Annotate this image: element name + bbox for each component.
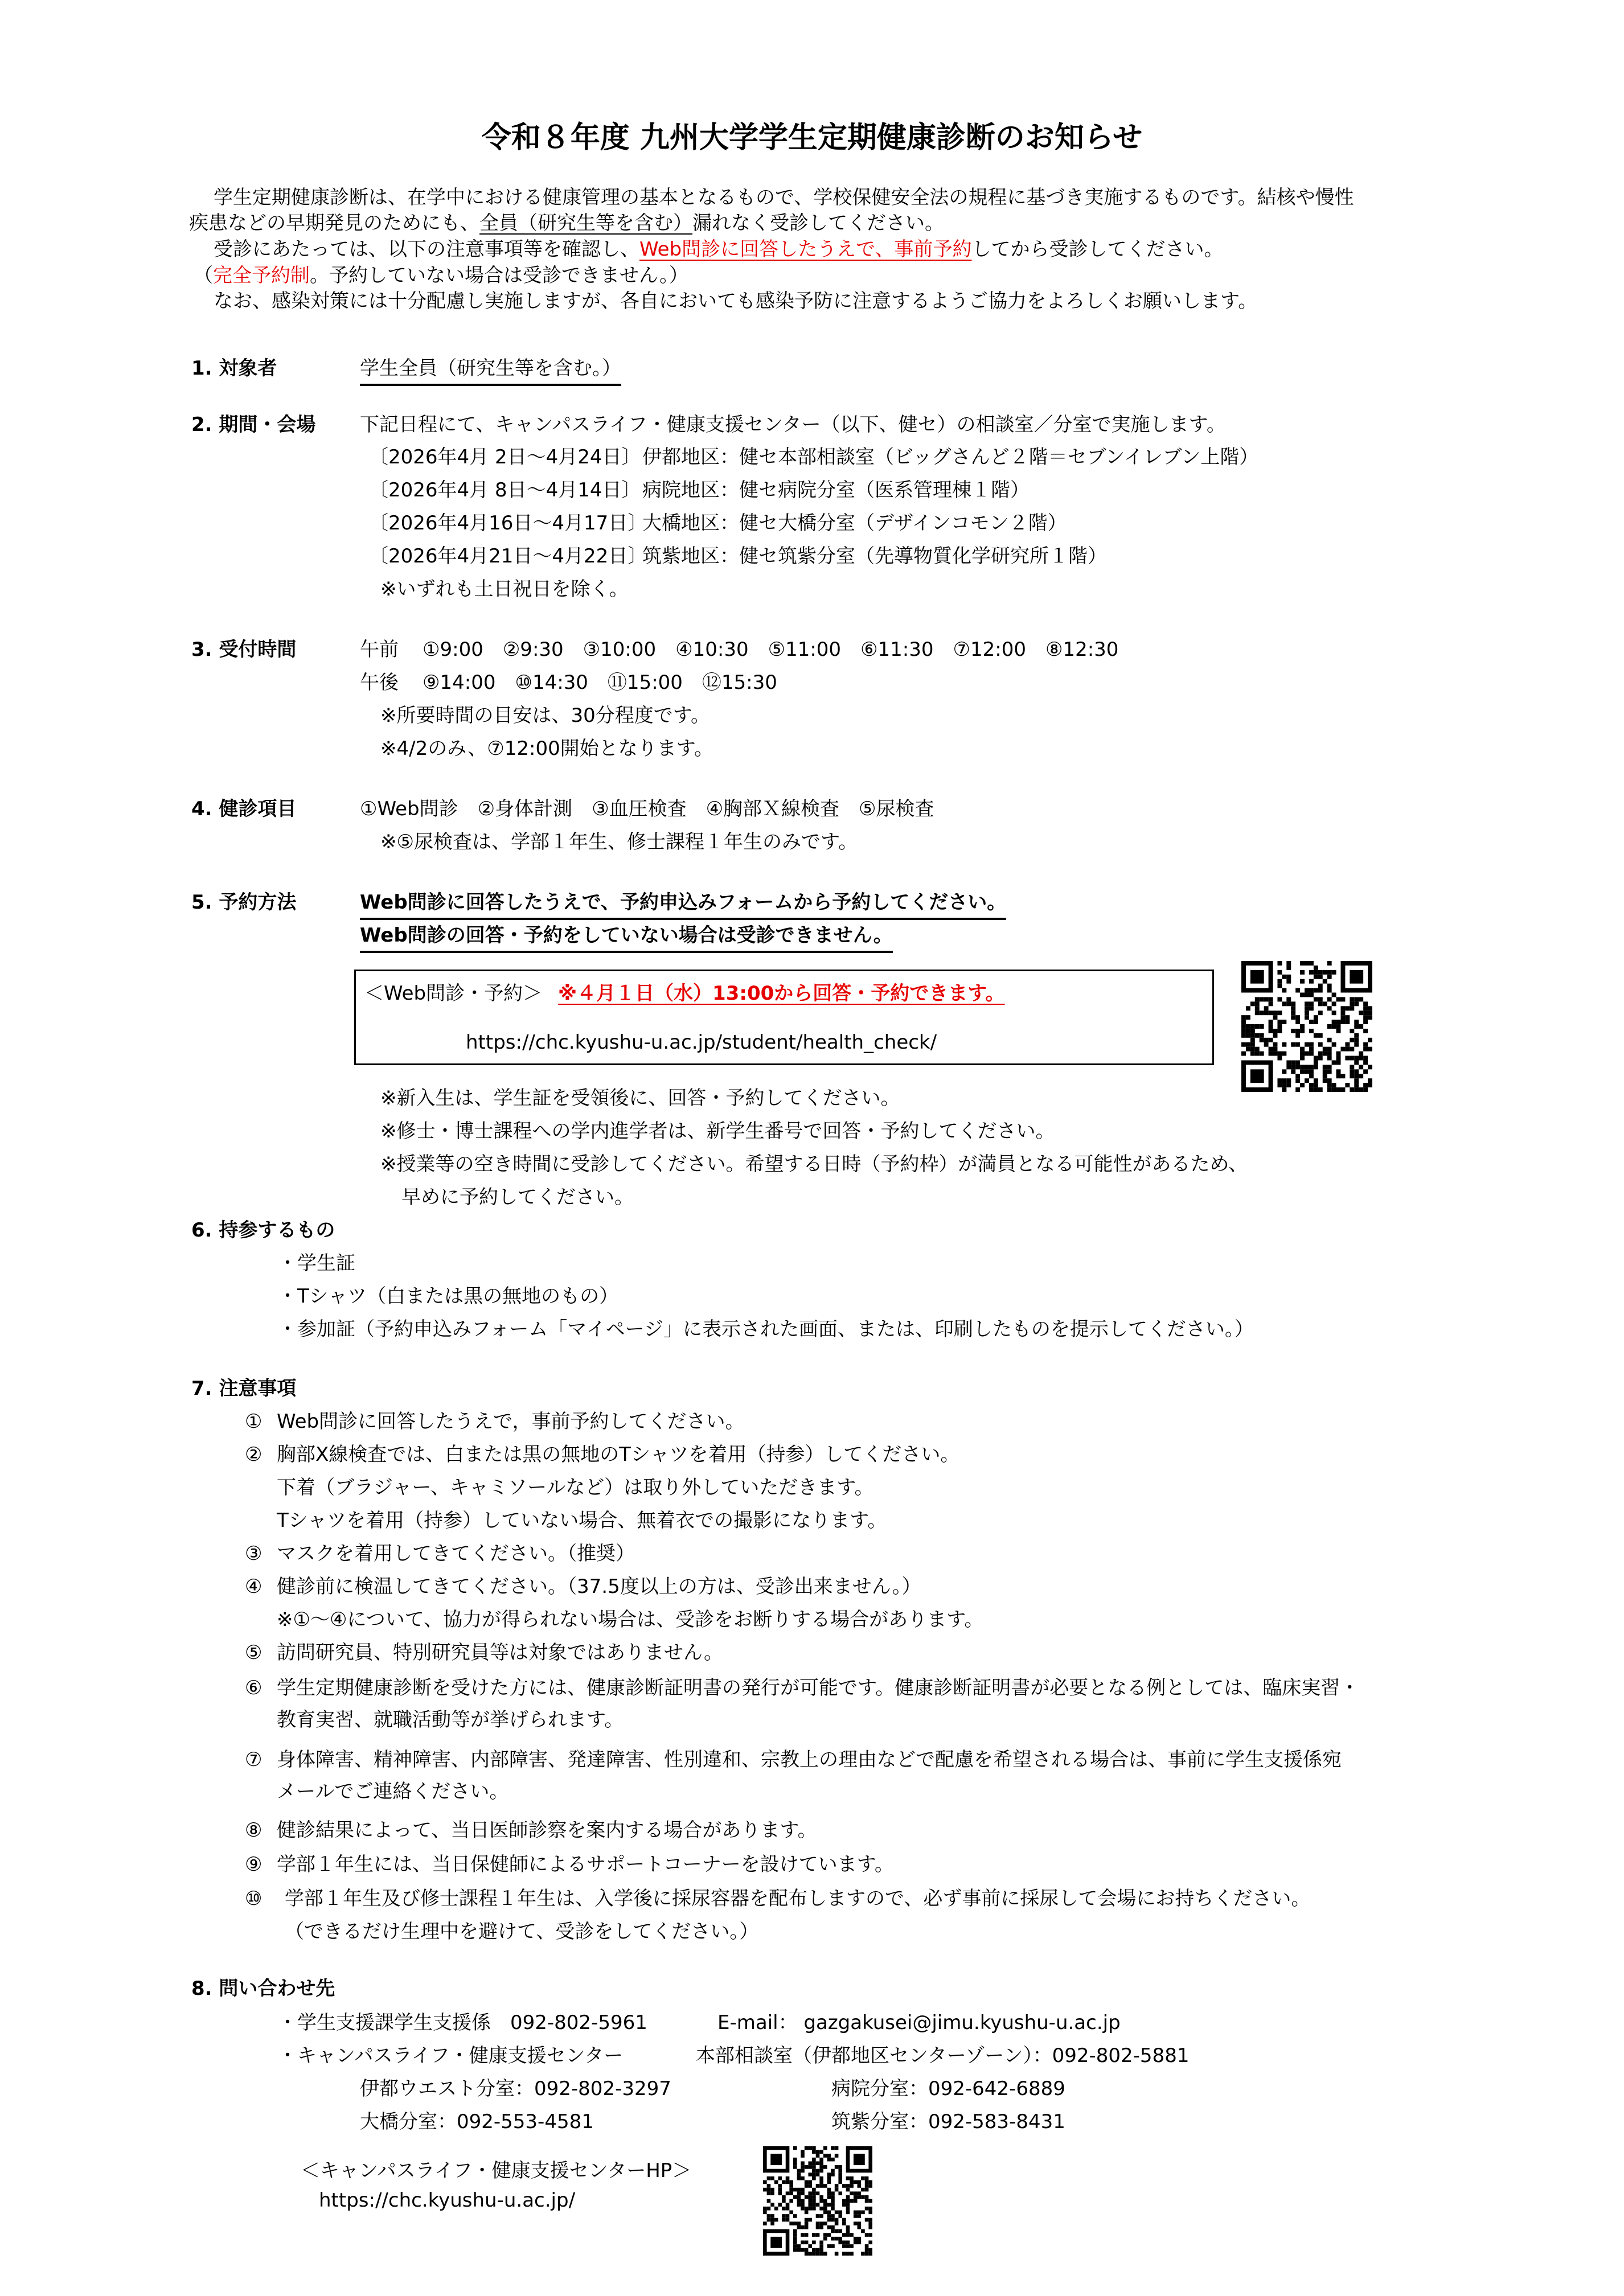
schedule-date-2: 〔2026年4月 8日～4月14日〕 bbox=[369, 479, 641, 502]
caution-2-line-2: 下着（ブラジャー、キャミソールなど）は取り外していただきます。 bbox=[277, 1476, 874, 1499]
contact-email-link[interactable]: E-mail： gazgakusei@jimu.kyushu-u.ac.jp bbox=[717, 2011, 1121, 2034]
contact-ohashi: 大橋分室：092-553-4581 bbox=[360, 2110, 594, 2133]
intro-all-students: 全員（研究生等を含む） bbox=[479, 212, 692, 235]
caution-num-2: ② bbox=[245, 1443, 263, 1466]
caution-2-line-3: Tシャツを着用（持参）していない場合、無着衣での撮影になります。 bbox=[277, 1509, 887, 1532]
intro-reservation-required: Web問診に回答したうえで、事前予約 bbox=[639, 238, 972, 261]
section-6-heading: 6. 持参するもの bbox=[191, 1219, 335, 1242]
section-5-note-3: ※授業等の空き時間に受診してください。希望する日時（予約枠）が満員となる可能性があるため、 bbox=[380, 1153, 1248, 1176]
caution-num-10: ⑩ bbox=[245, 1887, 263, 1910]
caution-6-line-2: 教育実習、就職活動等が挙げられます。 bbox=[277, 1708, 624, 1731]
section-2-heading: 2. 期間・会場 bbox=[191, 413, 316, 436]
caution-5-line-1: 訪問研究員、特別研究員等は対象ではありません。 bbox=[277, 1641, 724, 1664]
intro-line-4 bbox=[194, 262, 688, 289]
intro-line-2 bbox=[189, 210, 944, 236]
center-hp-label: ＜キャンパスライフ・健康支援センターHP＞ bbox=[301, 2159, 692, 2182]
intro-line-3b: してから受診してください。 bbox=[971, 238, 1224, 261]
pm-times: ⑨14:00 ⑩14:30 ⑪15:00 ⑫15:30 bbox=[423, 671, 777, 694]
intro-line-2b: 漏れなく受診してください。 bbox=[692, 212, 944, 235]
contact-main-office: 本部相談室（伊都地区センターゾーン）：092-802-5881 bbox=[696, 2044, 1190, 2067]
caution-6-line-1: 学生定期健康診断を受けた方には、健康診断証明書の発行が可能です。健康診断証明書が必要となる例としては、臨床実習・ bbox=[277, 1677, 1360, 1699]
contact-center-name: ・キャンパスライフ・健康支援センター bbox=[278, 2044, 624, 2067]
section-8-heading: 8. 問い合わせ先 bbox=[191, 1977, 335, 2000]
caution-1-line-1: Web問診に回答したうえで，事前予約してください。 bbox=[277, 1410, 745, 1433]
intro-line-5: なお、感染対策には十分配慮し実施しますが、各自においても感染予防に注意するようご協力をよろしくお願いします。 bbox=[214, 290, 1258, 313]
reservation-url-link[interactable]: https://chc.kyushu-u.ac.jp/student/health_check/ bbox=[466, 1031, 937, 1054]
caution-num-9: ⑨ bbox=[245, 1853, 263, 1876]
caution-2-line-1: 胸部X線検査では、白または黒の無地のTシャツを着用（持参）してください。 bbox=[277, 1443, 960, 1466]
section-5-note-1: ※新入生は、学生証を受領後に、回答・予約してください。 bbox=[380, 1087, 900, 1110]
am-times: ①9:00 ②9:30 ③10:00 ④10:30 ⑤11:00 ⑥11:30 ⑦12:00 ⑧12:30 bbox=[423, 638, 1119, 661]
caution-8-line-1: 健診結果によって、当日医師診察を案内する場合があります。 bbox=[277, 1819, 817, 1842]
center-hp-url-link[interactable]: https://chc.kyushu-u.ac.jp/ bbox=[319, 2189, 576, 2212]
schedule-date-4: 〔2026年4月21日～4月22日〕 bbox=[369, 545, 647, 568]
section-4-note: ※⑤尿検査は、学部１年生、修士課程１年生のみです。 bbox=[380, 831, 858, 853]
caution-num-5: ⑤ bbox=[245, 1641, 263, 1664]
section-2-lead: 下記日程にて、キャンパスライフ・健康支援センター（以下、健セ）の相談室／分室で実施します。 bbox=[360, 413, 1226, 436]
section-5-line-1: Web問診に回答したうえで、予約申込みフォームから予約してください。 bbox=[360, 889, 1006, 920]
section-3-note-2: ※4/2のみ、⑦12:00開始となります。 bbox=[380, 737, 713, 760]
schedule-place-1: 伊都地区：健セ本部相談室（ビッグさんど２階＝セブンイレブン上階） bbox=[642, 446, 1259, 469]
center-hp-qr-code-icon[interactable] bbox=[763, 2146, 872, 2256]
caution-7-line-1: 身体障害、精神障害、内部障害、発達障害、性別違和、宗教上の理由などで配慮を希望される場合は、事前に学生支援係宛 bbox=[277, 1748, 1342, 1771]
section-2-note: ※いずれも土日祝日を除く。 bbox=[380, 578, 629, 601]
contact-student-support: ・学生支援課学生支援係 092-802-5961 bbox=[278, 2011, 647, 2034]
bring-item-2: ・Tシャツ（白または黒の無地のもの） bbox=[278, 1285, 619, 1308]
section-5-heading: 5. 予約方法 bbox=[191, 891, 297, 914]
caution-num-6: ⑥ bbox=[245, 1677, 263, 1699]
caution-num-8: ⑧ bbox=[245, 1819, 263, 1842]
bring-item-3: ・参加証（予約申込みフォーム「マイページ」に表示された画面、または、印刷したものを提示してください。） bbox=[278, 1318, 1254, 1341]
schedule-date-1: 〔2026年4月 2日～4月24日〕 bbox=[369, 446, 641, 469]
web-box-start-notice: ※４月１日（水）13:00から回答・予約できます。 bbox=[558, 982, 1005, 1005]
section-7-heading: 7. 注意事項 bbox=[191, 1377, 297, 1400]
schedule-place-2: 病院地区：健セ病院分室（医系管理棟１階） bbox=[642, 479, 1030, 502]
caution-3-line-1: マスクを着用してきてください。（推奨） bbox=[277, 1542, 635, 1565]
section-5-line-2: Web問診の回答・予約をしていない場合は受診できません。 bbox=[360, 922, 893, 953]
intro-line-3 bbox=[214, 236, 1223, 262]
reservation-qr-code-icon[interactable] bbox=[1241, 961, 1372, 1092]
caution-num-4: ④ bbox=[245, 1575, 263, 1598]
caution-10-line-2: （できるだけ生理中を避けて、受診をしてください。） bbox=[285, 1920, 759, 1943]
section-5-line-2-wrap bbox=[360, 922, 893, 953]
intro-line-1: 学生定期健康診断は、在学中における健康管理の基本となるもので、学校保健安全法の規程に基づき実施するものです。結核や慢性 bbox=[214, 186, 1354, 209]
contact-hospital: 病院分室：092-642-6889 bbox=[831, 2077, 1065, 2100]
section-3-heading: 3. 受付時間 bbox=[191, 638, 297, 661]
contact-chikushi: 筑紫分室：092-583-8431 bbox=[831, 2110, 1065, 2133]
schedule-place-4: 筑紫地区：健セ筑紫分室（先導物質化学研究所１階） bbox=[642, 545, 1107, 568]
section-1-value: 学生全員（研究生等を含む。） bbox=[360, 355, 621, 386]
intro-line-3a: 受診にあたっては、以下の注意事項等を確認し、 bbox=[214, 238, 639, 261]
intro-line-4b: 。予約していない場合は受診できません。） bbox=[310, 264, 689, 287]
page-title: 令和８年度 九州大学学生定期健康診断のお知らせ bbox=[481, 121, 1143, 155]
intro-line-4-open: （ bbox=[194, 264, 213, 287]
web-box-label: ＜Web問診・予約＞ bbox=[364, 982, 543, 1005]
caution-10-line-1: 学部１年生及び修士課程１年生は、入学後に採尿容器を配布しますので、必ず事前に採尿して会場にお持ちください。 bbox=[285, 1887, 1311, 1910]
intro-full-reservation: 完全予約制 bbox=[213, 264, 310, 287]
section-5-note-2: ※修士・博士課程への学内進学者は、新学生番号で回答・予約してください。 bbox=[380, 1120, 1055, 1143]
caution-num-3: ③ bbox=[245, 1542, 263, 1565]
section-1-heading: 1. 対象者 bbox=[191, 357, 277, 380]
contact-ito-west: 伊都ウエスト分室：092-802-3297 bbox=[360, 2077, 671, 2100]
section-5-note-4: 早めに予約してください。 bbox=[401, 1186, 634, 1209]
section-5-line-1-wrap bbox=[360, 889, 1006, 920]
caution-num-7: ⑦ bbox=[245, 1748, 263, 1771]
section-4-items: ①Web問診 ②身体計測 ③血圧検査 ④胸部Ｘ線検査 ⑤尿検査 bbox=[360, 798, 934, 820]
schedule-date-3: 〔2026年4月16日～4月17日〕 bbox=[369, 512, 647, 535]
caution-num-1: ① bbox=[245, 1410, 263, 1433]
bring-item-1: ・学生証 bbox=[278, 1252, 355, 1275]
caution-9-line-1: 学部１年生には、当日保健師によるサポートコーナーを設けています。 bbox=[277, 1853, 894, 1876]
section-1-value-wrap bbox=[360, 355, 621, 386]
caution-note: ※①～④について、協力が得られない場合は、受診をお断りする場合があります。 bbox=[277, 1608, 984, 1631]
caution-4-line-1: 健診前に検温してきてください。（37.5度以上の方は、受診出来ません。） bbox=[277, 1575, 921, 1598]
am-label: 午前 bbox=[360, 638, 399, 661]
pm-label: 午後 bbox=[360, 671, 399, 694]
intro-line-2a: 疾患などの早期発見のためにも、 bbox=[189, 212, 479, 235]
section-3-note-1: ※所要時間の目安は、30分程度です。 bbox=[380, 704, 711, 727]
section-4-heading: 4. 健診項目 bbox=[191, 798, 297, 820]
caution-7-line-2: メールでご連絡ください。 bbox=[277, 1780, 509, 1803]
schedule-place-3: 大橋地区：健セ大橋分室（デザインコモン２階） bbox=[642, 512, 1067, 535]
